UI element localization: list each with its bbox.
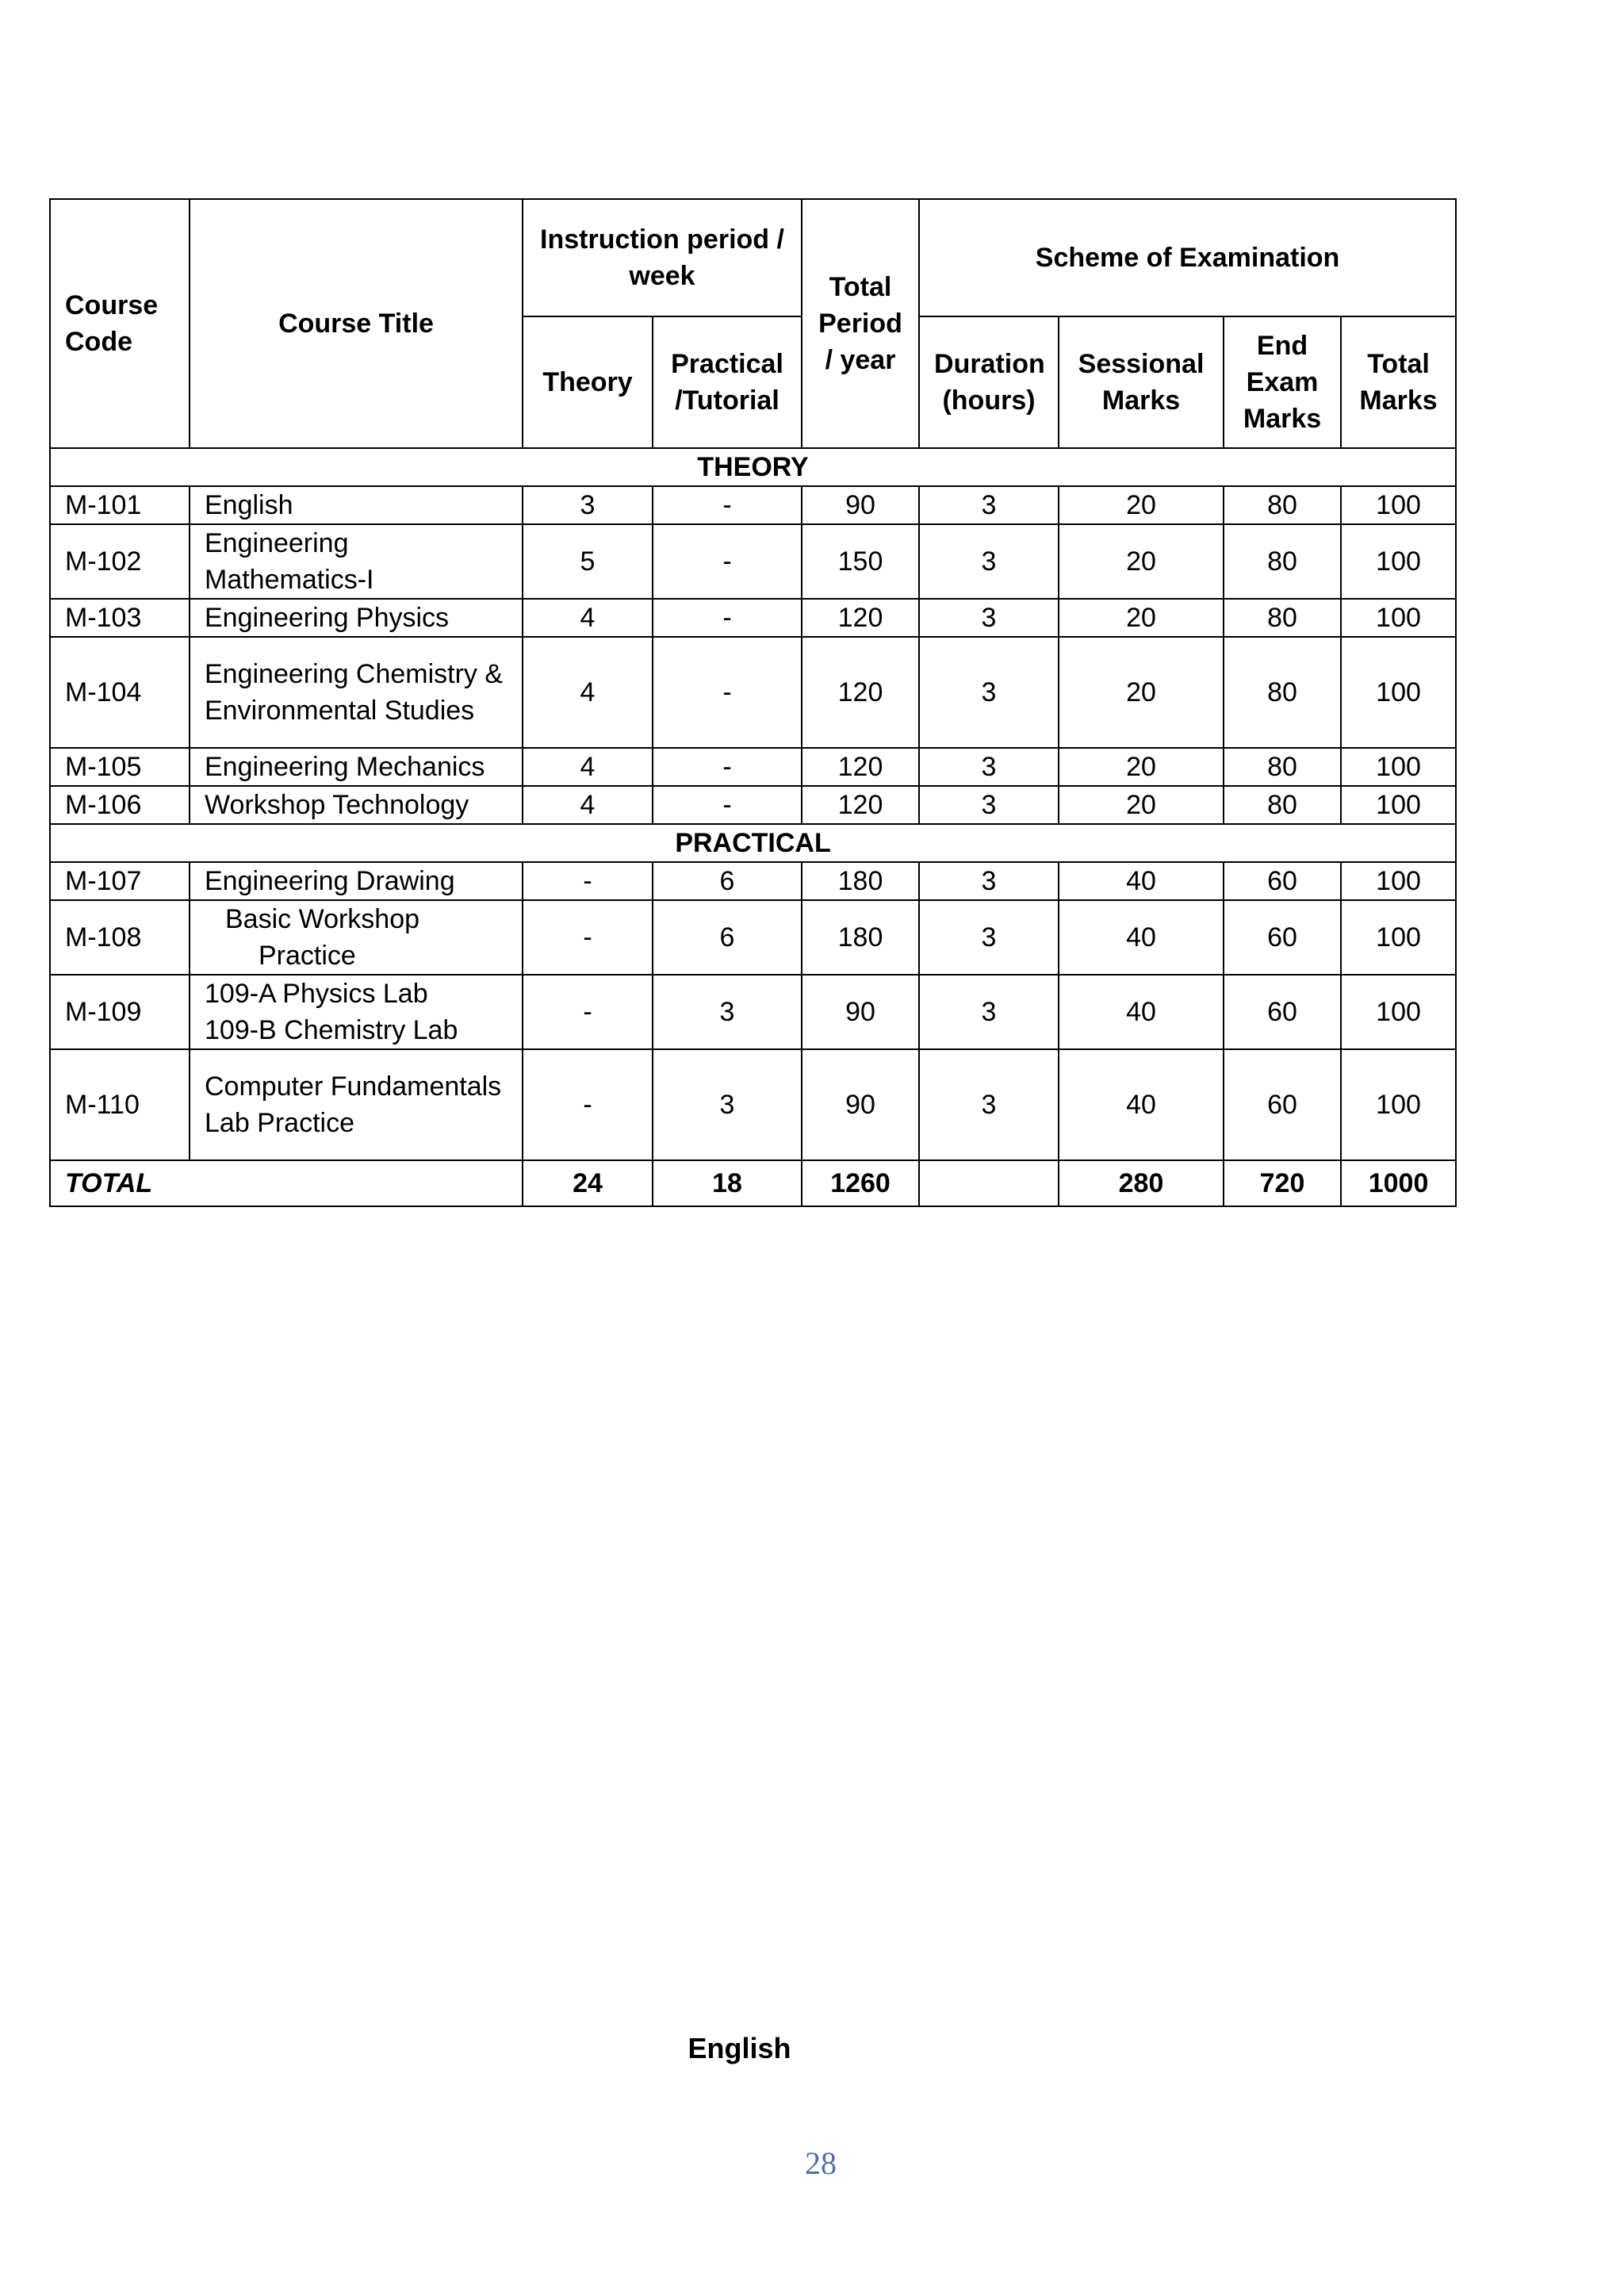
total-period: 1260 (802, 1160, 919, 1206)
cell-period: 120 (802, 599, 919, 637)
cell-period: 90 (802, 486, 919, 524)
table-row (50, 900, 1456, 975)
cell-theory: 4 (523, 637, 653, 748)
table-row (50, 524, 1456, 599)
cell-sessional: 40 (1059, 900, 1224, 975)
section-theory: THEORY (50, 448, 1456, 486)
cell-total: 100 (1341, 1049, 1456, 1160)
cell-period: 180 (802, 862, 919, 900)
header-sessional: Sessional Marks (1059, 316, 1224, 448)
total-duration (919, 1160, 1059, 1206)
cell-practical: 6 (653, 862, 802, 900)
cell-title-line: 109-A Physics Lab (205, 979, 428, 1009)
cell-duration: 3 (919, 1049, 1059, 1160)
cell-theory: - (523, 862, 653, 900)
cell-duration: 3 (919, 599, 1059, 637)
cell-title (190, 900, 523, 975)
cell-title-line: Basic Workshop (225, 904, 420, 934)
header-theory: Theory (523, 316, 653, 448)
header-scheme: Scheme of Examination (919, 199, 1456, 316)
total-row (50, 1160, 1456, 1206)
cell-duration: 3 (919, 486, 1059, 524)
total-sessional: 280 (1059, 1160, 1224, 1206)
cell-practical: - (653, 599, 802, 637)
table-row (50, 975, 1456, 1049)
cell-total: 100 (1341, 599, 1456, 637)
cell-total: 100 (1341, 786, 1456, 824)
cell-period: 90 (802, 1049, 919, 1160)
header-total-marks: Total Marks (1341, 316, 1456, 448)
cell-code: M-110 (50, 1049, 190, 1160)
course-scheme-table-wrapper (49, 198, 1455, 1207)
cell-theory: 4 (523, 599, 653, 637)
cell-title: English (190, 486, 523, 524)
cell-code: M-104 (50, 637, 190, 748)
cell-code: M-103 (50, 599, 190, 637)
cell-theory: - (523, 1049, 653, 1160)
cell-sessional: 20 (1059, 599, 1224, 637)
cell-code: M-109 (50, 975, 190, 1049)
table-row (50, 862, 1456, 900)
cell-period: 180 (802, 900, 919, 975)
total-end: 720 (1224, 1160, 1341, 1206)
cell-theory: 3 (523, 486, 653, 524)
total-label: TOTAL (50, 1160, 523, 1206)
cell-practical: 3 (653, 1049, 802, 1160)
cell-period: 120 (802, 786, 919, 824)
cell-code: M-101 (50, 486, 190, 524)
header-duration: Duration (hours) (919, 316, 1059, 448)
cell-duration: 3 (919, 862, 1059, 900)
page-number: 28 (805, 2145, 837, 2181)
cell-theory: 5 (523, 524, 653, 599)
cell-end: 80 (1224, 637, 1341, 748)
cell-practical: - (653, 786, 802, 824)
cell-title: Engineering Mathematics-I (190, 524, 523, 599)
cell-end: 80 (1224, 486, 1341, 524)
table-row (50, 748, 1456, 786)
cell-total: 100 (1341, 975, 1456, 1049)
cell-sessional: 20 (1059, 637, 1224, 748)
table-row (50, 1049, 1456, 1160)
cell-practical: - (653, 748, 802, 786)
cell-theory: - (523, 900, 653, 975)
cell-title: Workshop Technology (190, 786, 523, 824)
cell-duration: 3 (919, 975, 1059, 1049)
cell-period: 90 (802, 975, 919, 1049)
cell-end: 60 (1224, 900, 1341, 975)
header-end-exam: End Exam Marks (1224, 316, 1341, 448)
cell-theory: 4 (523, 748, 653, 786)
cell-sessional: 20 (1059, 486, 1224, 524)
total-practical: 18 (653, 1160, 802, 1206)
cell-end: 60 (1224, 975, 1341, 1049)
cell-title: Engineering Mechanics (190, 748, 523, 786)
cell-title: Engineering Drawing (190, 862, 523, 900)
cell-period: 120 (802, 637, 919, 748)
cell-code: M-102 (50, 524, 190, 599)
cell-title: Engineering Chemistry & Environmental Studies (190, 637, 523, 748)
cell-title-line: 109-B Chemistry Lab (205, 1015, 458, 1045)
cell-theory: - (523, 975, 653, 1049)
header-course-title: Course Title (190, 199, 523, 448)
table-row (50, 637, 1456, 748)
cell-title (190, 975, 523, 1049)
cell-practical: 3 (653, 975, 802, 1049)
cell-end: 80 (1224, 786, 1341, 824)
cell-period: 120 (802, 748, 919, 786)
cell-title: Computer Fundamentals Lab Practice (190, 1049, 523, 1160)
section-practical: PRACTICAL (50, 824, 1456, 862)
cell-practical: - (653, 524, 802, 599)
cell-title-line: Practice (259, 941, 356, 971)
header-practical: Practical /Tutorial (653, 316, 802, 448)
cell-duration: 3 (919, 524, 1059, 599)
cell-practical: - (653, 637, 802, 748)
cell-duration: 3 (919, 748, 1059, 786)
cell-theory: 4 (523, 786, 653, 824)
cell-duration: 3 (919, 786, 1059, 824)
cell-end: 60 (1224, 862, 1341, 900)
cell-practical: 6 (653, 900, 802, 975)
cell-total: 100 (1341, 748, 1456, 786)
cell-code: M-108 (50, 900, 190, 975)
cell-code: M-106 (50, 786, 190, 824)
cell-end: 80 (1224, 599, 1341, 637)
cell-total: 100 (1341, 862, 1456, 900)
total-theory: 24 (523, 1160, 653, 1206)
cell-total: 100 (1341, 637, 1456, 748)
cell-sessional: 20 (1059, 748, 1224, 786)
cell-title: Engineering Physics (190, 599, 523, 637)
table-row (50, 786, 1456, 824)
cell-total: 100 (1341, 524, 1456, 599)
cell-sessional: 40 (1059, 862, 1224, 900)
cell-sessional: 20 (1059, 786, 1224, 824)
header-course-code: Course Code (50, 199, 190, 448)
cell-sessional: 40 (1059, 1049, 1224, 1160)
cell-sessional: 20 (1059, 524, 1224, 599)
cell-period: 150 (802, 524, 919, 599)
course-scheme-table (49, 198, 1457, 1207)
table-row (50, 599, 1456, 637)
cell-end: 80 (1224, 748, 1341, 786)
cell-end: 80 (1224, 524, 1341, 599)
cell-practical: - (653, 486, 802, 524)
cell-total: 100 (1341, 900, 1456, 975)
cell-code: M-107 (50, 862, 190, 900)
table-row (50, 486, 1456, 524)
cell-duration: 3 (919, 900, 1059, 975)
total-marks: 1000 (1341, 1160, 1456, 1206)
cell-total: 100 (1341, 486, 1456, 524)
header-total-period: Total Period / year (802, 199, 919, 448)
subject-heading: English (688, 2032, 791, 2064)
cell-sessional: 40 (1059, 975, 1224, 1049)
header-instruction: Instruction period / week (523, 199, 802, 316)
cell-duration: 3 (919, 637, 1059, 748)
cell-code: M-105 (50, 748, 190, 786)
cell-end: 60 (1224, 1049, 1341, 1160)
